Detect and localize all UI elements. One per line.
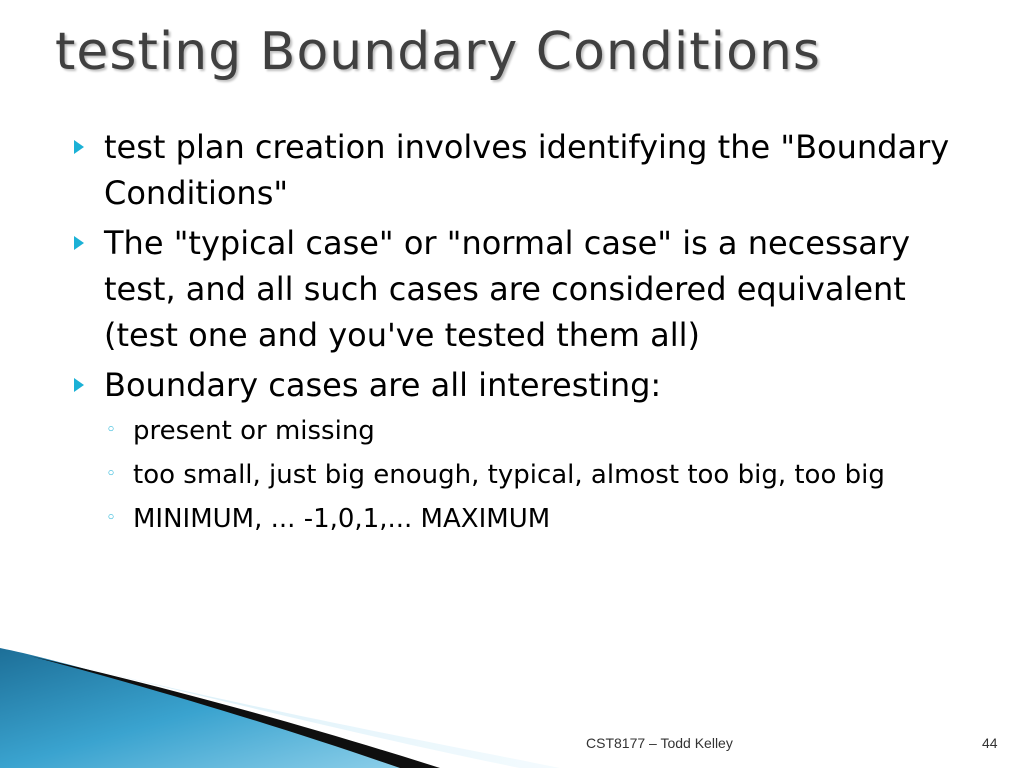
slide-number: 44 bbox=[982, 735, 998, 751]
bullet-item bbox=[74, 124, 974, 216]
sub-bullet-text: too small, just big enough, typical, almost too big, too big bbox=[133, 460, 885, 490]
circle-bullet-icon: ◦ bbox=[106, 420, 117, 440]
sub-bullet-item bbox=[74, 500, 974, 538]
bullet-item bbox=[74, 362, 974, 408]
circle-bullet-icon: ◦ bbox=[106, 508, 117, 528]
sub-bullet-item bbox=[74, 412, 974, 450]
sub-bullet-text: MINIMUM, ... -1,0,1,... MAXIMUM bbox=[133, 504, 551, 534]
bullet-text: test plan creation involves identifying the "Boundary Conditions" bbox=[104, 128, 950, 212]
triangle-bullet-icon bbox=[74, 140, 84, 154]
bullet-text: Boundary cases are all interesting: bbox=[104, 366, 662, 404]
sub-bullet-text: present or missing bbox=[133, 416, 375, 446]
sub-bullet-item bbox=[74, 456, 974, 494]
bullet-list bbox=[74, 124, 974, 544]
circle-bullet-icon: ◦ bbox=[106, 464, 117, 484]
slide-title: testing Boundary Conditions bbox=[55, 22, 821, 82]
footer-course-label: CST8177 – Todd Kelley bbox=[586, 735, 733, 751]
bullet-text: The "typical case" or "normal case" is a necessary test, and all such cases are considered equivalent (test one and you've tested them all) bbox=[104, 224, 910, 354]
footer-wave-decoration bbox=[0, 640, 1024, 768]
triangle-bullet-icon bbox=[74, 236, 84, 250]
bullet-item bbox=[74, 220, 974, 358]
triangle-bullet-icon bbox=[74, 378, 84, 392]
